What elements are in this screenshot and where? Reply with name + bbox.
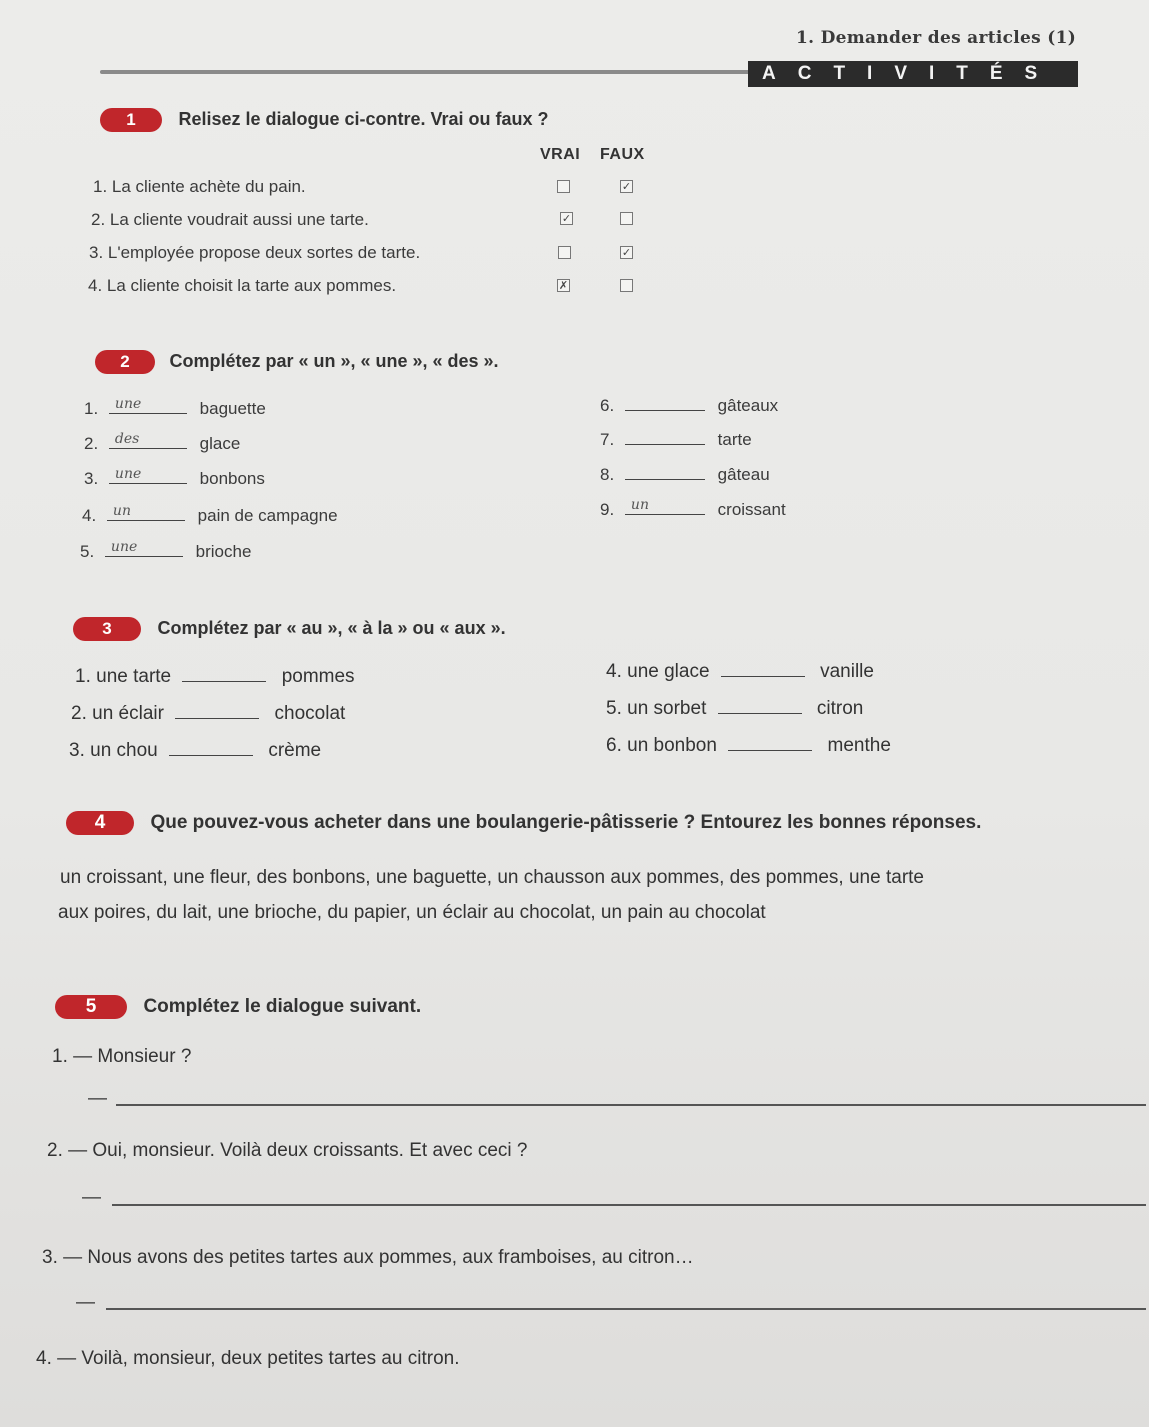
ex3-item-6: 6. un bonbon menthe xyxy=(606,732,891,757)
ex4-instruction: Que pouvez-vous acheter dans une boulangerie-pâtisserie ? Entourez les bonnes réponses. xyxy=(150,812,982,833)
ex1-item-3: 3. L'employée propose deux sortes de tarte. xyxy=(89,243,421,262)
ex2-item-3: 3. une bonbons xyxy=(84,466,265,488)
ex2-blank-4[interactable]: un xyxy=(107,502,185,521)
ex2-blank-6[interactable] xyxy=(625,392,705,411)
ex3-blank-4[interactable] xyxy=(721,658,805,677)
ex4-badge: 4 xyxy=(66,811,134,835)
ex2-blank-9[interactable]: un xyxy=(625,496,705,515)
ex5-line-4: 4. — Voilà, monsieur, deux petites tartes au citron. xyxy=(36,1348,460,1369)
ex2-blank-1[interactable]: une xyxy=(109,395,187,414)
chapter-title: 1. Demander des articles (1) xyxy=(796,28,1077,48)
ex5-header xyxy=(55,995,421,1019)
ex3-item-4: 4. une glace vanille xyxy=(606,658,874,683)
ex1-item-1: 1. La cliente achète du pain. xyxy=(93,177,306,196)
ex2-item-6: 6. gâteaux xyxy=(600,392,778,416)
ex1-item-1-faux-checkbox[interactable]: ✓ xyxy=(621,180,632,193)
ex5-line-3: 3. — Nous avons des petites tartes aux pommes, aux framboises, au citron… xyxy=(42,1247,694,1268)
ex5-reply-2-dash: — xyxy=(82,1187,101,1208)
ex2-blank-8[interactable] xyxy=(625,461,705,480)
ex2-blank-2[interactable]: des xyxy=(109,430,187,449)
ex3-header xyxy=(73,617,506,641)
ex3-blank-3[interactable] xyxy=(169,737,253,756)
ex3-instruction: Complétez par « au », « à la » ou « aux ». xyxy=(157,618,506,638)
ex5-reply-1-line[interactable] xyxy=(116,1104,1146,1106)
ex2-blank-5[interactable]: une xyxy=(105,538,183,557)
ex3-badge: 3 xyxy=(73,617,141,641)
ex2-item-7: 7. tarte xyxy=(600,426,752,450)
ex2-header xyxy=(95,350,499,374)
ex2-instruction: Complétez par « un », « une », « des ». xyxy=(169,351,499,371)
ex2-item-4: 4. un pain de campagne xyxy=(82,503,338,525)
ex2-badge: 2 xyxy=(95,350,155,374)
ex1-instruction: Relisez le dialogue ci-contre. Vrai ou faux ? xyxy=(178,109,549,129)
col-vrai: VRAI xyxy=(540,146,581,163)
ex2-item-9: 9. un croissant xyxy=(600,497,786,519)
ex3-blank-5[interactable] xyxy=(718,695,802,714)
ex5-instruction: Complétez le dialogue suivant. xyxy=(143,996,422,1017)
ex5-reply-1-dash: — xyxy=(88,1088,107,1109)
ex2-blank-3[interactable]: une xyxy=(109,465,187,484)
ex1-item-4: 4. La cliente choisit la tarte aux pommes. xyxy=(88,276,397,295)
ex3-item-3: 3. un chou crème xyxy=(69,737,321,762)
ex1-header xyxy=(100,108,549,132)
ex1-item-4-faux-checkbox[interactable] xyxy=(620,279,633,292)
ex4-options-line-2[interactable]: aux poires, du lait, une brioche, du papier, un éclair au chocolat, un pain au chocolat xyxy=(58,902,766,923)
ex1-badge: 1 xyxy=(100,108,162,132)
ex3-blank-2[interactable] xyxy=(175,700,259,719)
ex5-line-1: 1. — Monsieur ? xyxy=(52,1046,192,1067)
ex4-options-line-1[interactable]: un croissant, une fleur, des bonbons, une baguette, un chausson aux pommes, des pommes, une tarte xyxy=(60,867,924,888)
ex5-line-2: 2. — Oui, monsieur. Voilà deux croissants. Et avec ceci ? xyxy=(47,1140,528,1161)
ex3-item-1: 1. une tarte pommes xyxy=(75,663,355,688)
ex3-item-5: 5. un sorbet citron xyxy=(606,695,863,720)
activities-banner: ACTIVITÉS xyxy=(748,61,1078,87)
header-rule xyxy=(100,70,750,74)
ex1-item-3-faux-checkbox[interactable]: ✓ xyxy=(621,246,632,259)
col-faux: FAUX xyxy=(600,146,645,163)
ex5-reply-3-line[interactable] xyxy=(106,1308,1146,1310)
ex3-blank-1[interactable] xyxy=(182,663,266,682)
ex1-item-2-faux-checkbox[interactable] xyxy=(620,212,633,225)
ex4-header xyxy=(66,811,981,835)
ex2-item-8: 8. gâteau xyxy=(600,461,770,485)
ex3-blank-6[interactable] xyxy=(728,732,812,751)
ex2-item-2: 2. des glace xyxy=(84,431,241,453)
ex1-item-3-vrai-checkbox[interactable] xyxy=(558,246,571,259)
ex2-blank-7[interactable] xyxy=(625,426,705,445)
ex1-item-4-vrai-checkbox[interactable]: ✗ xyxy=(558,279,569,292)
ex1-item-2: 2. La cliente voudrait aussi une tarte. xyxy=(91,210,369,229)
ex1-item-2-vrai-checkbox[interactable]: ✓ xyxy=(561,212,572,225)
ex5-reply-2-line[interactable] xyxy=(112,1204,1146,1206)
ex5-badge: 5 xyxy=(55,995,127,1019)
ex2-item-5: 5. une brioche xyxy=(80,539,252,561)
ex3-item-2: 2. un éclair chocolat xyxy=(71,700,345,725)
ex1-item-1-vrai-checkbox[interactable] xyxy=(557,180,570,193)
ex5-reply-3-dash: — xyxy=(76,1292,95,1313)
ex2-item-1: 1. une baguette xyxy=(84,396,266,418)
